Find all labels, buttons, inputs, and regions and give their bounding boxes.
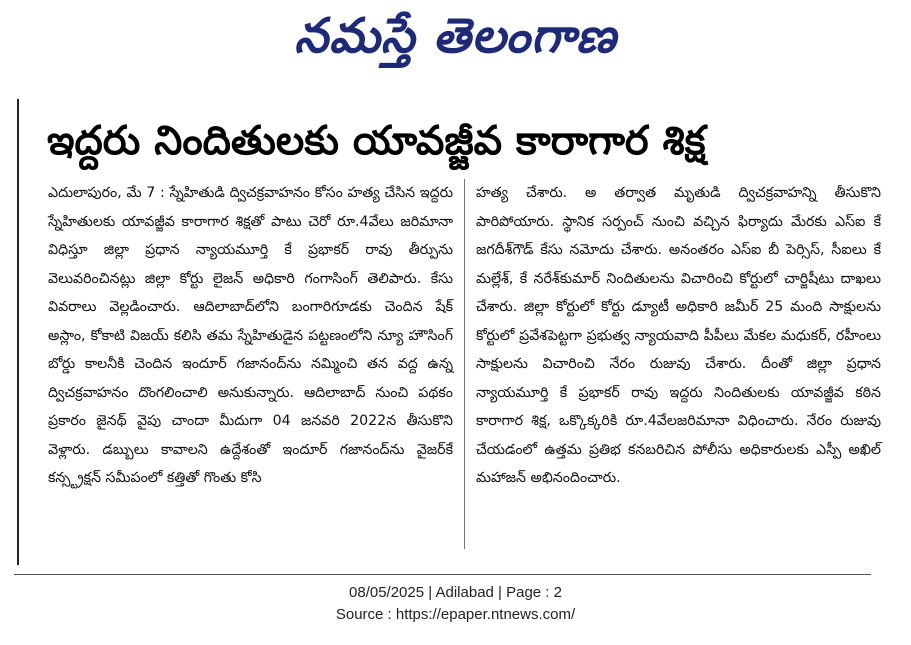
article-headline: ఇద్దరు నిందితులకు యావజ్జీవ కారాగార శిక్ష (47, 118, 706, 164)
footer-rule (14, 574, 871, 575)
article-column-left: ఎదులాపురం, మే 7 : స్నేహితుడి ద్విచక్రవాహనం కోసం హత్య చేసిన ఇద్దరు స్నేహితులకు యావజ్జీవ కారాగార శిక్షతో పాటు చెరో రూ.4వేలు జరిమానా విధిస్తూ జిల్లా ప్రధాన న్యాయమూర్తి కే ప్రభాకర్ రావు తీర్పును వెలువరించినట్లు జిల్లా కోర్టు లైజన్ అధికారి గంగాసింగ్ తెలిపారు. కేసు వివరాలు వెల్లడించారు. ఆదిలాబాద్‌లోని బంగారిగూడకు చెందిన షేక్ అస్లాం, కోకాటి విజయ్ కలిసి తమ స్నేహితుడైన పట్టణంలోని న్యూ హౌసింగ్ బోర్డు కాలనీకి చెందిన ఇందూర్ గజానంద్‌ను నమ్మించి తన వద్ద ఉన్న ద్విచక్రవాహనం దొంగలించాలి అనుకున్నారు. ఆదిలాబాద్ నుంచి పథకం ప్రకారం జైనథ్ వైపు చాందా మీదుగా 04 జనవరి 2022న తీసుకొని వెళ్లారు. డబ్బులు కావాలని ఉద్దేశంతో ఇందూర్ గజానంద్‌ను వైజర్‌కే కన్స్ట్రక్షన్ సమీపంలో కత్తితో గొంతు కోసి (48, 185, 453, 486)
edition-info: 08/05/2025 | Adilabad | Page : 2 (349, 584, 562, 601)
source-footer (0, 582, 911, 626)
article-column-right: హత్య చేశారు. అ తర్వాత మృతుడి ద్విచక్రవాహన్ని తీసుకొని పారిపోయారు. స్థానిక సర్పంచ్ నుంచి వచ్చిన ఫిర్యాదు మేరకు ఎస్ఐ కే జగదీశ్‌గౌడ్ కేసు నమోదు చేశారు. అనంతరం ఎస్ఐ బీ పెర్సిస్, సీఐలు కే మల్లేశ్, కే నరేశ్‌కుమార్ నిందితులను విచారించి కోర్టులో చార్జిషీటు దాఖలు చేశారు. జిల్లా కోర్టులో కోర్టు డ్యూటీ అధికారి జమీర్ 25 మంది సాక్షులను కోర్టులో ప్రవేశపెట్టగా ప్రభుత్వ న్యాయవాది పీపీలు మేకల మధుకర్, రహీంలు సాక్షులను విచారించి నేరం రుజువు చేశారు. దీంతో జిల్లా ప్రధాన న్యాయమూర్తి కే ప్రభాకర్ రావు ఇద్దరు నిందితులకు యావజ్జీవ కఠిన కారాగార శిక్ష, ఒక్కొక్కరికి రూ.4వేలజరిమానా విధించారు. నేరం రుజువు చేయడంలో ఉత్తమ ప్రతిభ కనబరిచిన పోలీసు అధికారులకు ఎస్పీ అఖిల్ మహాజన్ అభినందించారు. (476, 185, 881, 486)
newspaper-logo: నమస్తే తెలంగాణ (294, 8, 617, 64)
source-url: Source : https://epaper.ntnews.com/ (335, 606, 576, 623)
clipping-left-border (17, 99, 19, 565)
masthead (0, 0, 911, 86)
column-divider (464, 179, 465, 549)
article-clipping (17, 99, 881, 565)
